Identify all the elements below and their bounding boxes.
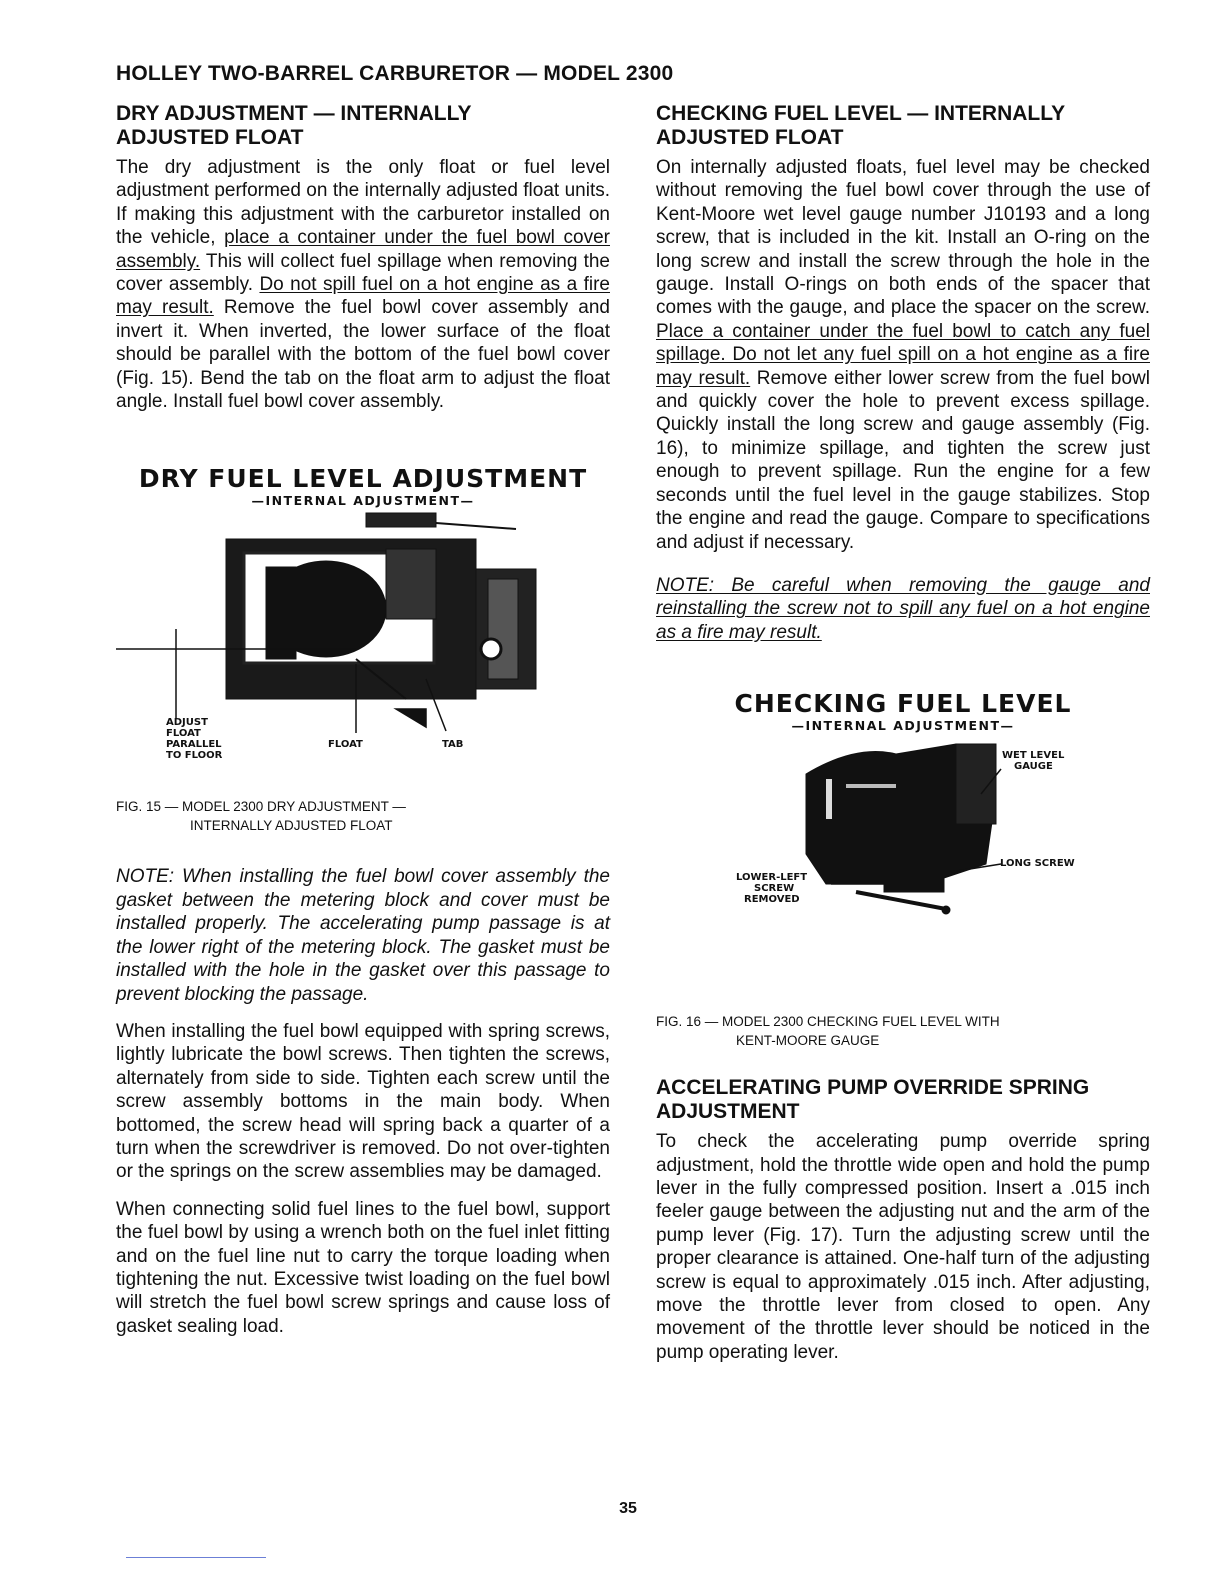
label-line: TO FLOOR xyxy=(166,750,223,762)
text-segment: Remove either lower screw from the fuel bowl and quickly cover the hole to prevent excess spillage. Quickly install the long screw and gauge assembly (Fig. 16), to minimize spillage, and tighten the screw just enough to prevent spillage. Run the engine for a few seconds until the fuel level in the gauge stabilizes. Stop the engine and read the gauge. Compare to specifications and adjust if necessary. xyxy=(656,367,1150,553)
checking-fuel-level-paragraph xyxy=(656,156,1150,554)
label-line: WET LEVEL xyxy=(1002,750,1065,762)
underlined-warning: place a container under the fuel bowl cover assembly. xyxy=(116,227,610,272)
spring-screws-paragraph: When installing the fuel bowl equipped with spring screws, lightly lubricate the bowl screws. Then tighten the screws, alternately from side to side. Tighten each screw until the screw assembly bottoms in the main body. When bottomed, the screw head will spring back a quarter of a turn when the screwdriver is removed. Do not over-tighten or the springs on the screw assemblies may be damaged. xyxy=(116,1020,610,1183)
figure-16-subtitle: —INTERNAL ADJUSTMENT— xyxy=(791,718,1015,734)
gauge-note: NOTE: Be careful when removing the gauge and reinstalling the screw not to spill any fuel on a hot engine as a fire may result. xyxy=(656,574,1150,643)
label-line: PARALLEL xyxy=(166,739,222,751)
fuel-lines-paragraph: When connecting solid fuel lines to the fuel bowl, support the fuel bowl by using a wrench both on the fuel inlet fitting and on the fuel line nut to carry the torque loading when tightening the nut. Excessive twist loading on the fuel bowl will stretch the fuel bowl screw springs and cause loss of gasket sealing load. xyxy=(116,1198,610,1337)
label-float: FLOAT xyxy=(328,739,363,751)
gauge-illustration xyxy=(656,734,1150,954)
text-segment: Remove the fuel bowl cover assembly and invert it. When inverted, the lower surface of the float should be parallel with the bottom of the fuel bowl cover (Fig. 15). Bend the tab on the float arm to adjust the float angle. Install fuel bowl cover assembly. xyxy=(116,297,611,413)
figure-15-title-main: DRY FUEL LEVEL ADJUSTMENT xyxy=(138,464,588,494)
caption-line-2: KENT-MOORE GAUGE xyxy=(736,1033,880,1049)
figure-15-subtitle: —INTERNAL ADJUSTMENT— xyxy=(251,493,475,509)
page-header: HOLLEY TWO-BARREL CARBURETOR — MODEL 2300 xyxy=(116,62,674,85)
label-lower-left-screw-removed xyxy=(736,872,807,905)
underlined-warning: Place a container under the fuel bowl to catch any fuel spillage. Do not let any fuel spill on a hot engine as a fire may result. xyxy=(656,320,1150,389)
figure-16-title-main: CHECKING FUEL LEVEL xyxy=(734,689,1072,719)
label-line: GAUGE xyxy=(1014,761,1053,773)
gasket-note: NOTE: When installing the fuel bowl cover assembly the gasket between the metering block and cover must be installed properly. The accelerating pump passage is at the lower right of the metering block. The gasket must be installed with the hole in the gasket over this passage to prevent blocking the passage. xyxy=(116,866,610,1005)
label-wet-level-gauge xyxy=(1002,750,1064,772)
label-line: LOWER-LEFT xyxy=(736,872,808,884)
caption-line-1: FIG. 16 — MODEL 2300 CHECKING FUEL LEVEL WITH xyxy=(656,1014,1000,1030)
heading-line-2: ADJUSTED FLOAT xyxy=(656,126,844,149)
text-segment: This will collect fuel spillage when removing the cover assembly. xyxy=(116,250,610,296)
caption-line-2: INTERNALLY ADJUSTED FLOAT xyxy=(190,818,393,834)
dry-adjustment-paragraph xyxy=(116,156,610,413)
heading-line-1: ACCELERATING PUMP OVERRIDE SPRING xyxy=(656,1076,1090,1100)
left-column xyxy=(116,102,610,1338)
figure-16-caption xyxy=(656,1012,1150,1050)
label-line: REMOVED xyxy=(744,894,800,906)
figure-16 xyxy=(656,690,1150,1010)
heading-line-2: ADJUSTMENT xyxy=(656,1100,800,1124)
figure-15-title xyxy=(116,465,610,509)
accelerating-pump-heading xyxy=(656,1076,1150,1124)
heading-line-1: DRY ADJUSTMENT — INTERNALLY xyxy=(116,102,472,125)
label-tab: TAB xyxy=(442,739,464,751)
heading-line-2: ADJUSTED FLOAT xyxy=(116,126,304,149)
dry-adjustment-heading xyxy=(116,102,610,150)
label-line: FLOAT xyxy=(166,728,201,740)
label-line: ADJUST xyxy=(166,717,208,729)
footer-divider xyxy=(126,1557,266,1558)
underlined-warning: Do not spill fuel on a hot engine as a fire may result. xyxy=(116,274,610,319)
checking-fuel-level-heading xyxy=(656,102,1150,150)
text-segment: On internally adjusted floats, fuel level may be checked without removing the fuel bowl cover through the use of Kent-Moore wet level gauge number J10193 and a long screw, that is included in the kit. Install an O-ring on the long screw and install the screw through the hole in the gauge. Install O-rings on both ends of the spacer that comes with the gauge, and place the spacer on the screw. xyxy=(656,157,1150,319)
right-column xyxy=(656,102,1150,1364)
figure-15 xyxy=(116,465,610,805)
heading-line-1: CHECKING FUEL LEVEL — INTERNALLY xyxy=(656,102,1066,125)
page-number: 35 xyxy=(619,1500,637,1517)
caption-line-1: FIG. 15 — MODEL 2300 DRY ADJUSTMENT — xyxy=(116,799,406,815)
label-adjust-float xyxy=(166,717,222,761)
accelerating-pump-paragraph: To check the accelerating pump override spring adjustment, hold the throttle wide open and hold the pump lever in the fully compressed position. Insert a .015 inch feeler gauge between the adjusting nut and the arm of the pump lever (Fig. 17). Turn the adjusting screw until the proper clearance is attained. One-half turn of the adjusting screw is equal to approximately .015 inch. After adjusting, move the throttle lever from closed to open. Any movement of the throttle lever should be noticed in the pump operating lever. xyxy=(656,1131,1150,1363)
figure-16-title xyxy=(656,690,1150,734)
text-segment: The dry adjustment is the only float or fuel level adjustment performed on the internally adjusted float units. If making this adjustment with the carburetor installed on the vehicle, xyxy=(116,157,610,249)
label-long-screw: LONG SCREW xyxy=(1000,858,1075,870)
label-line: SCREW xyxy=(754,883,795,895)
